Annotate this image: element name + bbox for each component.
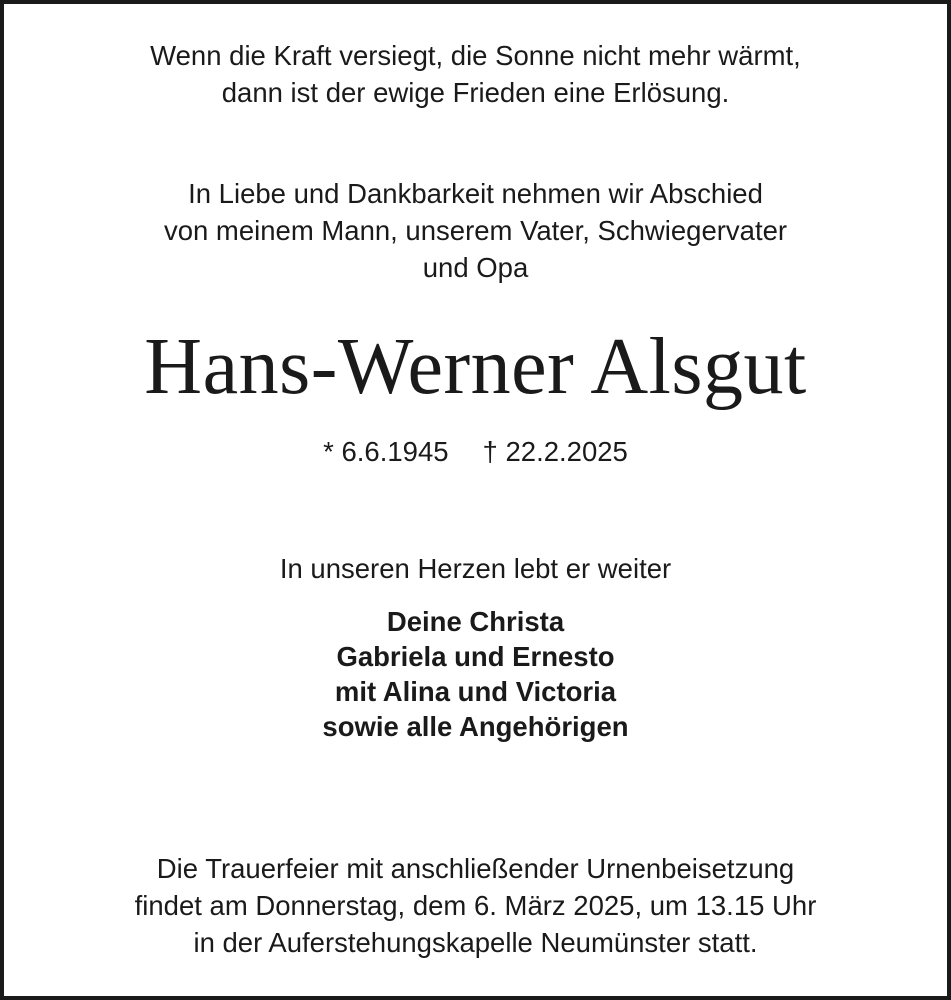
- memorial-motto: [4, 550, 947, 587]
- intro-line-3: und Opa: [422, 252, 529, 283]
- intro-line-2: von meinem Mann, unserem Vater, Schwiegervater: [163, 215, 788, 246]
- quote-line-1: Wenn die Kraft versiegt, die Sonne nicht mehr wärmt,: [150, 40, 801, 71]
- quote-line-2: dann ist der ewige Frieden eine Erlösung.: [221, 77, 730, 108]
- death-date: † 22.2.2025: [482, 436, 628, 467]
- service-line-3: in der Auferstehungskapelle Neumünster statt.: [193, 927, 758, 958]
- mourners-list: [4, 604, 947, 744]
- motto-line: In unseren Herzen lebt er weiter: [279, 553, 672, 584]
- farewell-intro: [4, 175, 947, 286]
- mourner-name: Gabriela und Ernesto: [336, 641, 615, 672]
- birth-date: * 6.6.1945: [323, 436, 449, 467]
- mourner-name: sowie alle Angehörigen: [322, 711, 629, 742]
- opening-quote: [4, 37, 947, 111]
- mourner-name: mit Alina und Victoria: [334, 676, 617, 707]
- service-line-1: Die Trauerfeier mit anschließender Urnenbeisetzung: [156, 853, 795, 884]
- intro-line-1: In Liebe und Dankbarkeit nehmen wir Abschied: [188, 178, 763, 209]
- funeral-service-info: [4, 850, 947, 961]
- service-line-2: findet am Donnerstag, dem 6. März 2025, um 13.15 Uhr: [134, 890, 817, 921]
- deceased-name: Hans-Werner Alsgut: [144, 323, 807, 411]
- mourner-name: Deine Christa: [386, 606, 565, 637]
- life-dates: [4, 433, 947, 470]
